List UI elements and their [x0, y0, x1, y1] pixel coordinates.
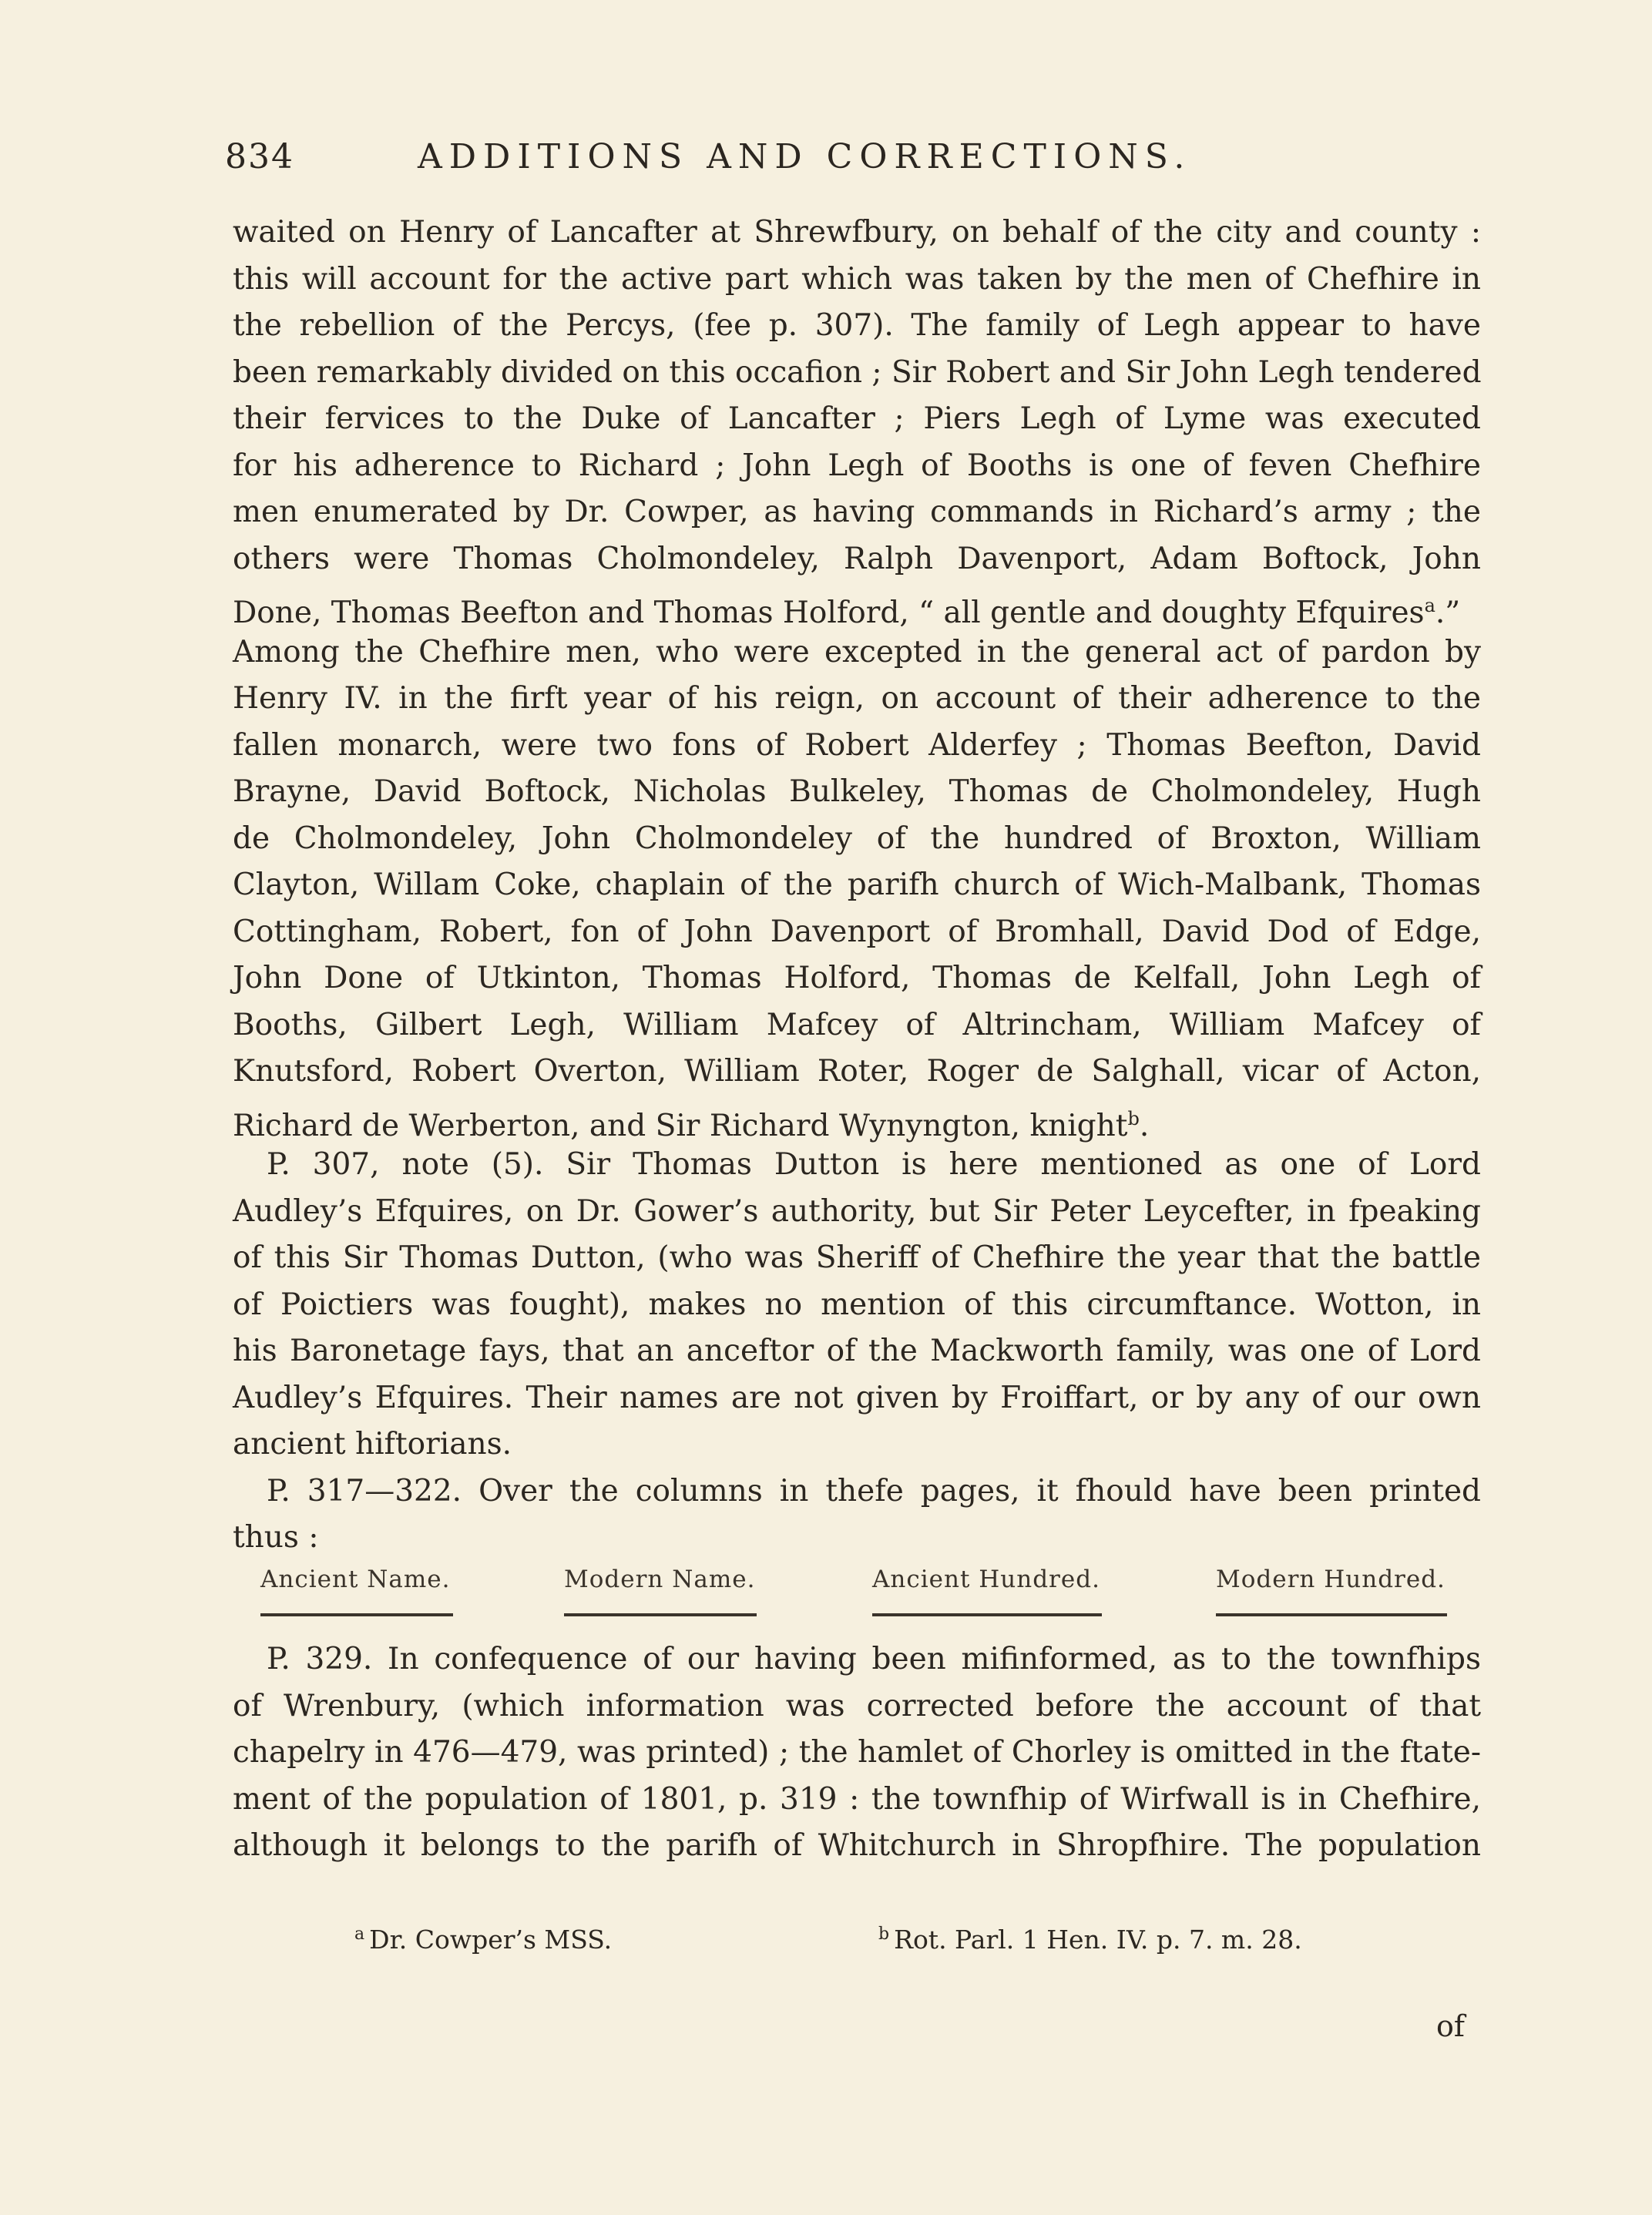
text-line: men enumerated by Dr. Cowper, as having commands in Richard’s army ; the [233, 495, 1481, 529]
footnote-ref-b: b [1127, 1107, 1140, 1129]
footnotes [354, 1925, 1510, 1971]
col-head-modern-hundred: Modern Hundred. [1216, 1566, 1446, 1593]
text-line: Booths, Gilbert Legh, William Mafcey of Altrincham, William Mafcey of [233, 1007, 1481, 1042]
text-line [233, 582, 1481, 629]
col-head-ancient-hundred: Ancient Hundred. [872, 1566, 1100, 1593]
column-headings [233, 1566, 1481, 1635]
text-line: Knutsford, Robert Overton, William Roter, Roger de Salghall, vicar of Acton, [233, 1054, 1481, 1089]
body-text-part2 [233, 1636, 1481, 1870]
column-rule [1216, 1613, 1447, 1616]
text-line: Henry IV. in the firft year of his reign, on account of their adherence to the [233, 681, 1481, 716]
column-rule [260, 1613, 453, 1616]
line-end-punct: . [1139, 1108, 1150, 1143]
text-line: this will account for the active part which was taken by the men of Chefhire in [233, 261, 1481, 297]
page-header [225, 137, 1473, 191]
footnote-mark: b [878, 1925, 890, 1944]
text-line: his Baronetage fays, that an anceftor of the Mackworth family, was one of Lord [233, 1334, 1481, 1368]
text-line-content: Richard de Werberton, and Sir Richard Wynyngton, knight [233, 1108, 1128, 1143]
text-line: P. 317—322. Over the columns in thefe pages, it fhould have been printed [267, 1473, 1481, 1509]
col-head-modern-name: Modern Name. [564, 1566, 756, 1593]
text-line: ancient hiftorians. [233, 1427, 512, 1462]
text-line: waited on Henry of Lancafter at Shrewfbury, on behalf of the city and county : [233, 215, 1481, 250]
footnote-text: Rot. Parl. 1 Hen. IV. p. 7. m. 28. [894, 1925, 1302, 1955]
body-text-part1 [233, 210, 1481, 1562]
text-line: fallen monarch, were two fons of Robert Alderfey ; Thomas Beefton, David [233, 727, 1481, 763]
text-line: ment of the population of 1801, p. 319 : the townfhip of Wirfwall is in Chefhire, [233, 1781, 1481, 1817]
quote-close: .” [1435, 596, 1461, 630]
footnote-mark: a [354, 1925, 365, 1944]
text-line-content: Done, Thomas Beefton and Thomas Holford, “ all gentle and doughty Efquires [233, 596, 1425, 630]
page-number: 834 [225, 137, 294, 176]
text-line: thus : [233, 1520, 319, 1555]
text-line: Clayton, Willam Coke, chaplain of the parifh church of Wich-Malbank, Thomas [233, 868, 1481, 902]
column-rule [564, 1613, 757, 1616]
text-line: chapelry in 476—479, was printed) ; the hamlet of Chorley is omitted in the ftate- [233, 1735, 1481, 1770]
text-line: the rebellion of the Percys, (fee p. 307). The family of Legh appear to have [233, 308, 1481, 343]
col-head-ancient-name: Ancient Name. [260, 1566, 451, 1593]
text-line: Audley’s Efquires. Their names are not given by Froiffart, or by any of our own [233, 1380, 1481, 1415]
text-line: P. 329. In confequence of our having been mifinformed, as to the townfhips [267, 1642, 1481, 1676]
text-line: John Done of Utkinton, Thomas Holford, Thomas de Kelfall, John Legh of [233, 961, 1481, 995]
text-line: for his adherence to Richard ; John Legh of Booths is one of feven Chefhire [233, 448, 1481, 483]
text-line: of this Sir Thomas Dutton, (who was Sheriff of Chefhire the year that the battle [233, 1240, 1481, 1275]
footnote-ref-a: a [1424, 595, 1435, 616]
text-line: although it belongs to the parifh of Whitchurch in Shropfhire. The population [233, 1828, 1481, 1863]
text-line: Audley’s Efquires, on Dr. Gower’s authority, but Sir Peter Leycefter, in fpeaking [233, 1193, 1481, 1229]
text-line: P. 307, note (5). Sir Thomas Dutton is here mentioned as one of Lord [267, 1147, 1481, 1182]
text-line [233, 1096, 1481, 1143]
text-line: of Poictiers was fought), makes no mention of this circumftance. Wotton, in [233, 1287, 1481, 1322]
running-title: ADDITIONS AND CORRECTIONS. [418, 137, 1192, 176]
column-rule [872, 1613, 1102, 1616]
footnote-a [354, 1925, 612, 1955]
footnote-b [878, 1925, 1302, 1955]
text-line: Among the Chefhire men, who were excepted in the general act of pardon by [233, 634, 1481, 670]
footnote-text: Dr. Cowper’s MSS. [369, 1925, 613, 1955]
text-line: of Wrenbury, (which information was corrected before the account of that [233, 1688, 1481, 1723]
text-line: Cottingham, Robert, fon of John Davenport of Bromhall, David Dod of Edge, [233, 914, 1481, 949]
catchword: of [1436, 2009, 1465, 2043]
text-line: others were Thomas Cholmondeley, Ralph Davenport, Adam Boftock, John [233, 541, 1481, 576]
text-line: their fervices to the Duke of Lancafter ; Piers Legh of Lyme was executed [233, 401, 1481, 436]
text-line: de Cholmondeley, John Cholmondeley of the hundred of Broxton, William [233, 821, 1481, 856]
text-line: been remarkably divided on this occafion ; Sir Robert and Sir John Legh tendered [233, 354, 1482, 390]
text-line: Brayne, David Boftock, Nicholas Bulkeley, Thomas de Cholmondeley, Hugh [233, 774, 1481, 809]
